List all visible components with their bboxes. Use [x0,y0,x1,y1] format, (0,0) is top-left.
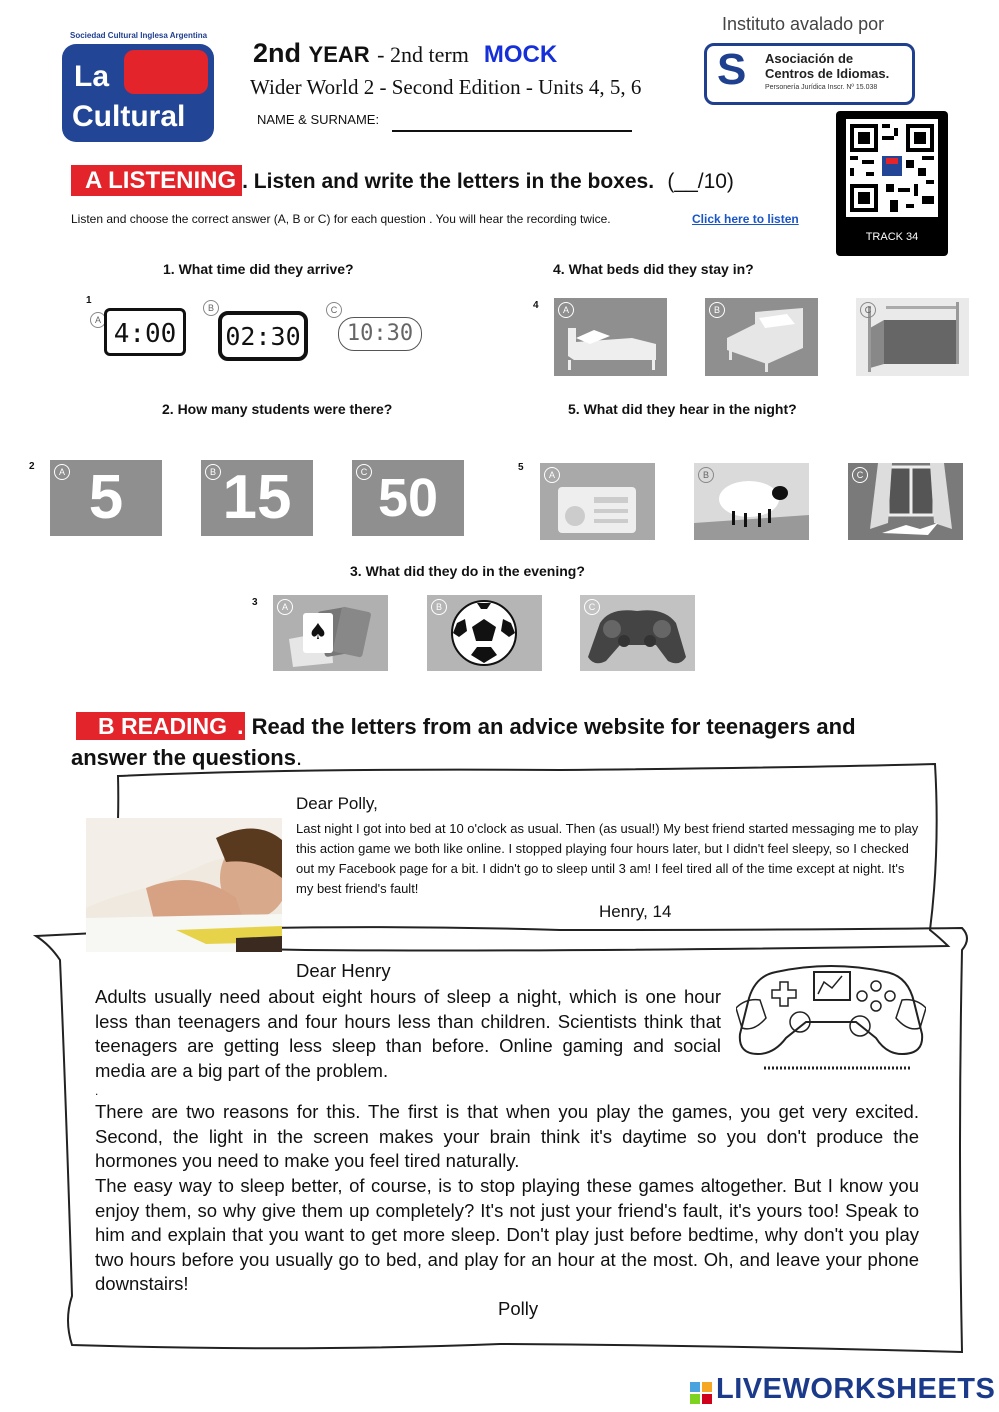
q1-clock-c: 10:30 [338,317,422,351]
q1-option-a-letter: A [90,310,106,328]
q5-option-b-image[interactable]: B [694,463,809,540]
listening-tag: A LISTENING [71,165,242,196]
letter1-body: Last night I got into bed at 10 o'clock as usual. Then (as usual!) My best friend started messaging me to play this action game we both like online. I stopped playing four hours later, but I didn't feel sleepy, so I checked out my Facebook page for a bit. I didn't go to sleep until 3 am! I feel tired all of the time except at night. It's my best friend's fault! [296,821,919,896]
letter2-paragraph-3: The easy way to sleep better, of course, is to stop playing these games altogether. But I know you enjoy them, so why give them up completely? It's not just your friend's fault, it's yours too! Speak to him and explain that you want to get more sleep. Don't play just before bedtime, why don't you play two hours before you usually go to bed, and play for an hour at the most. Oh, and leave your phone downstairs! [95,1175,919,1295]
q1-option-c-letter: C [326,300,342,318]
association-line1: Asociación de [765,51,854,66]
q2-option-b-image[interactable]: 15 B [201,460,313,536]
track-label: TRACK 34 [865,231,919,243]
q3-number: 3 [252,597,258,608]
q4-option-b-image[interactable]: B [705,298,818,376]
book-units: Wider World 2 - Second Edition - Units 4, 5, 6 [250,75,642,99]
year-number: 2nd [253,38,302,68]
sleeping-teen-icon [86,818,282,952]
question-1: 1. What time did they arrive? [163,261,354,277]
q4-option-c-image[interactable]: C [856,298,969,376]
reading-tag: B READING [76,712,235,740]
letter1-signature: Henry, 14 [599,902,672,921]
mock-label: MOCK [483,41,558,68]
liveworksheets-brand[interactable] [690,1373,995,1406]
listening-heading: . Listen and write the letters in the boxes. [242,170,655,193]
listening-instructions: Listen and choose the correct answer (A, B or C) for each question . You will hear the recording twice. [71,212,611,226]
reading-heading-dot: . [295,745,303,770]
q2-number: 2 [29,461,35,472]
year-word: YEAR [308,42,370,67]
q3-option-c-image[interactable]: C [580,595,695,671]
reading-heading-text: answer the questions [71,745,296,770]
liveworksheets-text: LIVEWORKSHEETS [716,1373,996,1405]
letter2-dot: . [95,1084,99,1098]
q1-clock-a: 4:00 [104,308,186,356]
liveworksheets-logo-icon [690,1379,712,1401]
q4-number: 4 [533,300,539,311]
q1-clock-b: 02:30 [218,311,308,361]
letter2-paragraph-1: Adults usually need about eight hours of sleep a night, which is one hour less than teenagers and four hours less than children. Scientists think that teenagers are getting less sleep than before. Online gaming and social media are a big part of the problem. [95,986,721,1081]
association-registration: Personería Jurídica Inscr. Nº 15.038 [765,84,878,91]
q2-option-c-value: 50 [377,468,439,528]
question-2: 2. How many students were there? [162,401,393,417]
question-4: 4. What beds did they stay in? [553,261,754,277]
q2-option-a-value: 5 [88,463,124,532]
letter2-greeting: Dear Henry [296,960,391,981]
q5-number: 5 [518,462,524,473]
association-line2: Centros de Idiomas. [765,66,890,81]
listening-score: (__/10) [667,170,734,193]
reading-tag-dot: . [237,713,244,739]
svg-text:♠: ♠ [308,620,328,645]
controller-sketch-icon [736,958,926,1078]
name-label: NAME & SURNAME: [257,112,380,127]
q2-option-b-value: 15 [222,463,292,532]
logo-text-la: La [74,60,110,93]
sleeping-teen-photo [86,818,282,952]
letter1-greeting: Dear Polly, [296,794,378,813]
association-s-icon: S [717,45,747,94]
q5-option-a-image[interactable]: A [540,463,655,540]
logo-subtitle: Sociedad Cultural Inglesa Argentina [70,31,208,40]
q1-number: 1 [86,295,92,306]
question-5: 5. What did they hear in the night? [568,401,797,417]
letter2-paragraph-2: There are two reasons for this. The first is that when you play the games, you get very excited. Second, the light in the screen makes your brain think it's daytime so you don't produce the hormones you need to make you feel tired naturally. [95,1101,919,1172]
letter2-signature: Polly [498,1298,539,1319]
listen-link[interactable]: Click here to listen [692,212,799,226]
institute-text: Instituto avalado por [722,14,885,34]
reading-heading: Read the letters from an advice website for teenagers and [245,714,856,739]
q3-option-b-image[interactable]: B [427,595,542,671]
q1-option-b-letter: B [203,298,219,316]
q5-option-c-image[interactable]: C [848,463,963,540]
term-label: - 2nd term [377,42,469,67]
question-3: 3. What did they do in the evening? [350,563,585,579]
logo-text-cultural: Cultural [72,100,186,133]
q2-option-c-image[interactable]: 50 C [352,460,464,536]
q4-option-a-image[interactable]: A [554,298,667,376]
q3-option-a-image[interactable]: A ♠ [273,595,388,671]
q2-option-a-image[interactable]: 5 A [50,460,162,536]
